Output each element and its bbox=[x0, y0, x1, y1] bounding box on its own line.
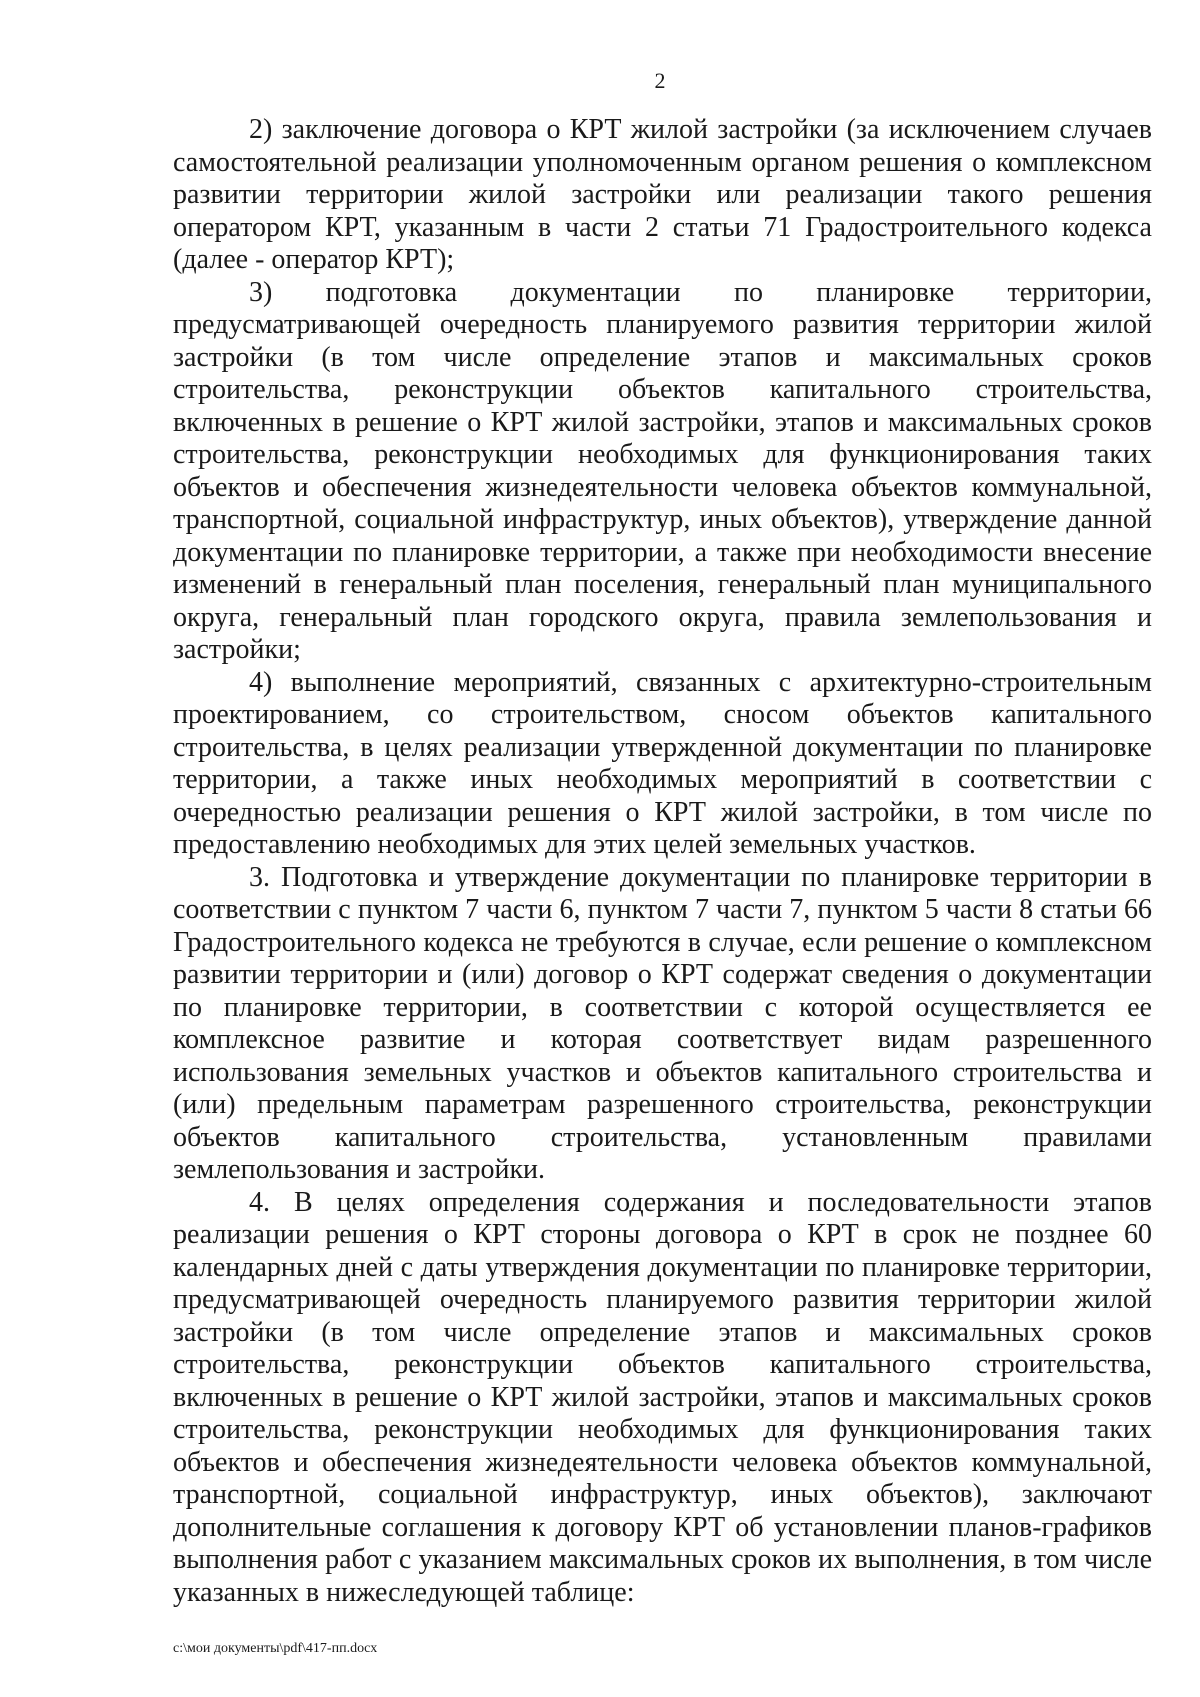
paragraph-clause-4: 4. В целях определения содержания и последовательности этапов реализации решения о КРТ стороны договора о КРТ в срок не позднее 60 календарных дней с даты утверждения документации по планировке территории, предусматривающей очередность планируемого развития территории жилой застройки (в том числе определение этапов и максимальных сроков строительства, реконструкции объектов капитального строительства, включенных в решение о КРТ жилой застройки, этапов и максимальных сроков строительства, реконструкции необходимых для функционирования таких объектов и обеспечения жизнедеятельности человека объектов коммунальной, транспортной, социальной инфраструктур, иных объектов), заключают дополнительные соглашения к договору КРТ об установлении планов-графиков выполнения работ с указанием максимальных сроков их выполнения, в том числе указанных в нижеследующей таблице: bbox=[173, 1186, 1152, 1608]
paragraph-item-4: 4) выполнение мероприятий, связанных с архитектурно-строительным проектированием, со строительством, сносом объектов капитального строительства, в целях реализации утвержденной документации по планировке территории, а также иных необходимых мероприятий в соответствии с очередностью реализации решения о КРТ жилой застройки, в том числе по предоставлению необходимых для этих целей земельных участков. bbox=[173, 666, 1152, 860]
paragraph-clause-3: 3. Подготовка и утверждение документации по планировке территории в соответствии с пунктом 7 части 6, пунктом 7 части 7, пунктом 5 части 8 статьи 66 Градостроительного кодекса не требуются в случае, если решение о комплексном развитии территории и (или) договор о КРТ содержат сведения о документации по планировке территории, в соответствии с которой осуществляется ее комплексное развитие и которая соответствует видам разрешенного использования земельных участков и объектов капитального строительства и (или) предельным параметрам разрешенного строительства, реконструкции объектов капитального строительства, установленным правилами землепользования и застройки. bbox=[173, 861, 1152, 1185]
paragraph-item-3: 3) подготовка документации по планировке территории, предусматривающей очередность планируемого развития территории жилой застройки (в том числе определение этапов и максимальных сроков строительства, реконструкции объектов капитального строительства, включенных в решение о КРТ жилой застройки, этапов и максимальных сроков строительства, реконструкции необходимых для функционирования таких объектов и обеспечения жизнедеятельности человека объектов коммунальной, транспортной, социальной инфраструктур, иных объектов), утверждение данной документации по планировке территории, а также при необходимости внесение изменений в генеральный план поселения, генеральный план муниципального округа, генеральный план городского округа, правила землепользования и застройки; bbox=[173, 276, 1152, 665]
paragraph-item-2: 2) заключение договора о КРТ жилой застройки (за исключением случаев самостоятельной реализации уполномоченным органом решения о комплексном развитии территории жилой застройки или реализации такого решения оператором КРТ, указанным в части 2 статьи 71 Градостроительного кодекса (далее - оператор КРТ); bbox=[173, 114, 1152, 275]
document-body bbox=[173, 114, 1152, 1609]
footer-file-path: c:\мои документы\pdf\417-пп.docx bbox=[173, 1641, 378, 1656]
page-number: 2 bbox=[654, 68, 666, 93]
